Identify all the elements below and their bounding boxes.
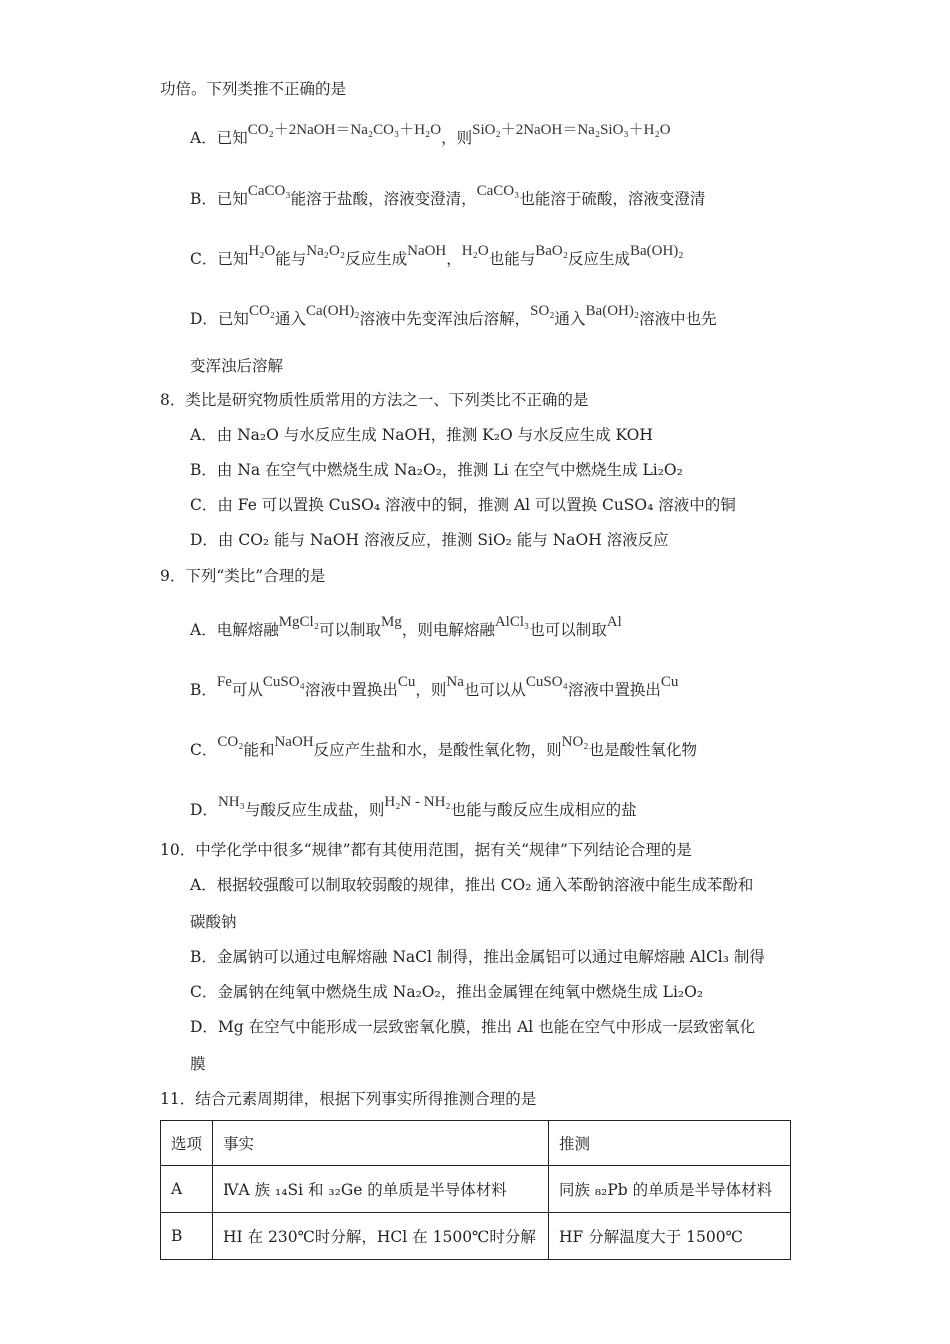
q10-stem: 10．中学化学中很多“规律”都有其使用范围，据有关“规律”下列结论合理的是 xyxy=(160,841,692,859)
formula: CO₂＋2NaOH＝Na₂CO₃＋H₂O xyxy=(247,122,442,138)
formula: NaOH xyxy=(274,734,314,750)
q10-option-a: A．根据较强酸可以制取较弱酸的规律，推出 CO₂ 通入苯酚钠溶液中能生成苯酚和 xyxy=(190,876,754,894)
q10-option-a-cont: 碳酸钠 xyxy=(190,913,237,931)
formula: CuSO₄ xyxy=(525,674,568,690)
table-row xyxy=(161,1213,791,1260)
q8-option-d: D．由 CO₂ 能与 NaOH 溶液反应，推测 SiO₂ 能与 NaOH 溶液反应 xyxy=(190,531,669,549)
q7-option-a: A．已知CO₂＋2NaOH＝Na₂CO₃＋H₂O，则SiO₂＋2NaOH＝Na₂SiO₃＋H₂O xyxy=(190,122,671,147)
q7-option-b: B．已知CaCO₃能溶于盐酸，溶液变澄清，CaCO₃也能溶于硫酸，溶液变澄清 xyxy=(190,183,706,208)
q11-table xyxy=(160,1120,791,1260)
table-cell: A xyxy=(161,1166,213,1213)
formula: SiO₂＋2NaOH＝Na₂SiO₃＋H₂O xyxy=(472,122,671,138)
formula: NO₂ xyxy=(561,734,589,750)
formula: Ba(OH)₂ xyxy=(585,303,640,319)
formula: CO₂ xyxy=(248,303,276,319)
formula: Cu xyxy=(397,674,416,690)
q10-option-c: C．金属钠在纯氧中燃烧生成 Na₂O₂，推出金属锂在纯氧中燃烧生成 Li₂O₂ xyxy=(190,983,704,1001)
table-cell: B xyxy=(161,1213,213,1260)
formula: Na xyxy=(446,674,464,690)
formula: Na₂O₂ xyxy=(306,243,346,259)
header-cell-inference: 推测 xyxy=(549,1121,791,1166)
formula: BaO₂ xyxy=(535,243,568,259)
q8-option-c: C．由 Fe 可以置换 CuSO₄ 溶液中的铜，推测 Al 可以置换 CuSO₄ 溶液中的铜 xyxy=(190,496,736,514)
table-cell: HF 分解温度大于 1500℃ xyxy=(549,1213,791,1260)
table-cell: ⅣA 族 ₁₄Si 和 ₃₂Ge 的单质是半导体材料 xyxy=(213,1166,549,1213)
formula: CuSO₄ xyxy=(262,674,305,690)
formula: MgCl₂ xyxy=(278,614,319,630)
table-header-row xyxy=(161,1121,791,1166)
q11-stem: 11．结合元素周期律，根据下列事实所得推测合理的是 xyxy=(160,1090,537,1108)
q10-option-d-cont: 膜 xyxy=(190,1055,206,1073)
q10-option-b: B．金属钠可以通过电解熔融 NaCl 制得，推出金属铝可以通过电解熔融 AlCl₃ 制得 xyxy=(190,948,765,966)
q9-option-d: D．NH₃与酸反应生成盐，则H₂N - NH₂也能与酸反应生成相应的盐 xyxy=(190,794,637,819)
formula: H₂N - NH₂ xyxy=(384,794,451,810)
table-row xyxy=(161,1166,791,1213)
formula: Fe xyxy=(216,674,232,690)
formula: AlCl₃ xyxy=(494,614,530,630)
formula: H₂O xyxy=(461,243,489,259)
formula: CaCO₃ xyxy=(247,183,291,199)
formula: H₂O xyxy=(248,243,276,259)
formula: NH₃ xyxy=(217,794,245,810)
formula: Mg xyxy=(380,614,402,630)
formula: CaCO₃ xyxy=(476,183,520,199)
formula: NaOH xyxy=(407,243,447,259)
q8-option-b: B．由 Na 在空气中燃烧生成 Na₂O₂，推测 Li 在空气中燃烧生成 Li₂O₂ xyxy=(190,461,683,479)
q8-option-a: A．由 Na₂O 与水反应生成 NaOH，推测 K₂O 与水反应生成 KOH xyxy=(190,426,653,444)
q9-option-c: C．CO₂能和NaOH反应产生盐和水，是酸性氧化物，则NO₂也是酸性氧化物 xyxy=(190,734,698,759)
q7-option-d: D．已知CO₂通入Ca(OH)₂溶液中先变浑浊后溶解，SO₂通入Ba(OH)₂溶液中也先 xyxy=(190,303,717,328)
q10-option-d: D．Mg 在空气中能形成一层致密氧化膜，推出 Al 也能在空气中形成一层致密氧化 xyxy=(190,1018,756,1036)
table-cell: 同族 ₈₂Pb 的单质是半导体材料 xyxy=(549,1166,791,1213)
q7-stem-tail: 功倍。下列类推不正确的是 xyxy=(160,80,347,98)
formula: Ca(OH)₂ xyxy=(306,303,360,319)
formula: Cu xyxy=(660,674,679,690)
q7-option-d-cont: 变浑浊后溶解 xyxy=(190,357,284,375)
formula: SO₂ xyxy=(530,303,555,319)
formula: Al xyxy=(606,614,622,630)
q7-option-c: C．已知H₂O能与Na₂O₂反应生成NaOH，H₂O也能与BaO₂反应生成Ba(OH)₂ xyxy=(190,243,684,268)
formula: CO₂ xyxy=(217,734,244,750)
q9-option-a: A．电解熔融MgCl₂可以制取Mg，则电解熔融AlCl₃也可以制取Al xyxy=(190,614,622,639)
q8-stem: 8．类比是研究物质性质常用的方法之一、下列类比不正确的是 xyxy=(160,391,589,409)
header-cell-fact: 事实 xyxy=(213,1121,549,1166)
q9-option-b: B．Fe可从CuSO₄溶液中置换出Cu，则Na也可以从CuSO₄溶液中置换出Cu xyxy=(190,674,679,699)
table-cell: HI 在 230℃时分解，HCl 在 1500℃时分解 xyxy=(213,1213,549,1260)
header-cell-option: 选项 xyxy=(161,1121,213,1166)
formula: Ba(OH)₂ xyxy=(629,243,684,259)
q9-stem: 9．下列“类比”合理的是 xyxy=(160,567,326,585)
